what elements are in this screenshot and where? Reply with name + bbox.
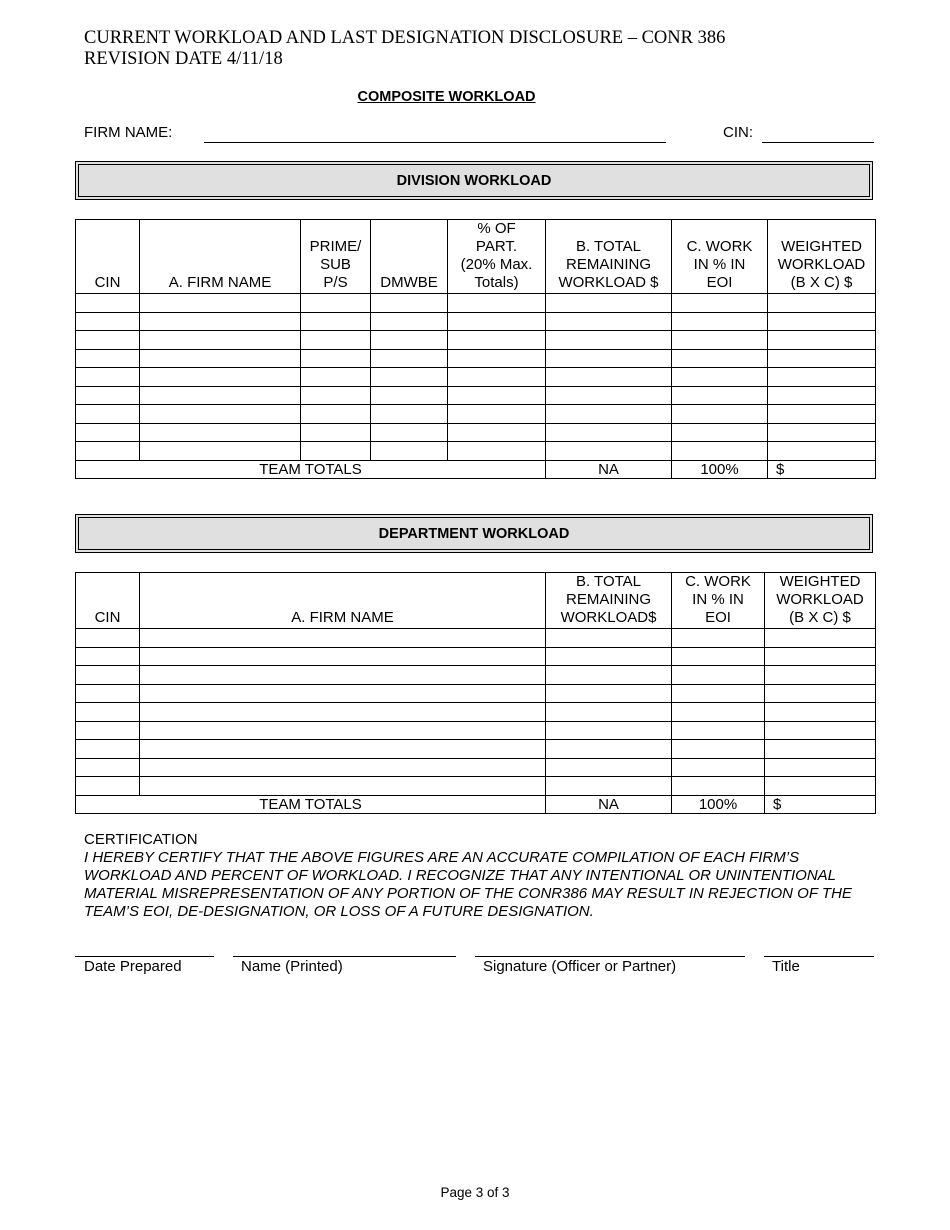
table-row xyxy=(76,294,876,313)
table-cell[interactable] xyxy=(76,294,140,313)
table-row xyxy=(76,684,876,703)
table-cell[interactable] xyxy=(672,758,765,777)
table-cell[interactable] xyxy=(140,349,301,368)
table-cell[interactable] xyxy=(76,368,140,387)
table-cell[interactable] xyxy=(301,349,371,368)
table-cell[interactable] xyxy=(546,647,672,666)
table-cell[interactable] xyxy=(301,294,371,313)
table-cell[interactable] xyxy=(765,629,876,648)
signature-label: Signature (Officer or Partner) xyxy=(483,958,677,975)
col-header xyxy=(672,220,768,294)
col-header-label: C. WORK IN % IN EOI xyxy=(686,238,753,291)
table-row xyxy=(76,647,876,666)
department-workload-banner xyxy=(75,514,873,553)
table-cell[interactable] xyxy=(768,423,876,442)
col-header xyxy=(301,220,371,294)
col-header-label: A. FIRM NAME xyxy=(291,609,394,626)
table-cell[interactable] xyxy=(765,777,876,796)
table-cell[interactable] xyxy=(371,368,448,387)
form-header xyxy=(84,28,725,70)
totals-remaining: NA xyxy=(546,795,672,814)
col-header xyxy=(765,573,876,629)
table-row xyxy=(76,666,876,685)
table-cell[interactable] xyxy=(76,777,140,796)
table-cell[interactable] xyxy=(448,386,546,405)
table-cell[interactable] xyxy=(672,423,768,442)
table-cell[interactable] xyxy=(76,740,140,759)
table-cell[interactable] xyxy=(140,758,546,777)
table-cell[interactable] xyxy=(546,703,672,722)
certification-section xyxy=(84,831,884,921)
division-workload-title: DIVISION WORKLOAD xyxy=(396,172,552,189)
col-header-label: WEIGHTED WORKLOAD (B X C) $ xyxy=(777,238,866,291)
table-cell[interactable] xyxy=(140,740,546,759)
composite-workload-title: COMPOSITE WORKLOAD xyxy=(357,89,536,105)
name-printed-line[interactable] xyxy=(233,956,456,957)
table-row xyxy=(76,740,876,759)
table-cell[interactable] xyxy=(140,368,301,387)
table-cell[interactable] xyxy=(546,442,672,461)
col-header-label: A. FIRM NAME xyxy=(168,274,272,291)
table-row xyxy=(76,721,876,740)
division-header-row xyxy=(76,220,876,294)
table-cell[interactable] xyxy=(672,740,765,759)
table-cell[interactable] xyxy=(140,294,301,313)
table-cell[interactable] xyxy=(546,368,672,387)
team-totals-label: TEAM TOTALS xyxy=(76,460,546,479)
table-cell[interactable] xyxy=(546,777,672,796)
table-cell[interactable] xyxy=(765,647,876,666)
table-cell[interactable] xyxy=(140,721,546,740)
col-header-label: C. WORK IN % IN EOI xyxy=(685,573,751,626)
table-cell[interactable] xyxy=(768,368,876,387)
table-cell[interactable] xyxy=(672,703,765,722)
table-cell[interactable] xyxy=(672,684,765,703)
table-row xyxy=(76,386,876,405)
table-row xyxy=(76,312,876,331)
table-cell[interactable] xyxy=(768,331,876,350)
table-cell[interactable] xyxy=(672,721,765,740)
col-header-label: % OF PART. (20% Max. Totals) xyxy=(460,220,533,291)
table-cell[interactable] xyxy=(301,423,371,442)
table-cell[interactable] xyxy=(448,331,546,350)
table-cell[interactable] xyxy=(768,349,876,368)
table-cell[interactable] xyxy=(76,647,140,666)
table-row xyxy=(76,703,876,722)
col-header-label: B. TOTAL REMAINING WORKLOAD $ xyxy=(558,238,659,291)
table-cell[interactable] xyxy=(76,423,140,442)
department-workload-table xyxy=(75,572,876,814)
team-totals-label: TEAM TOTALS xyxy=(76,795,546,814)
table-cell[interactable] xyxy=(140,703,546,722)
table-cell[interactable] xyxy=(76,331,140,350)
table-cell[interactable] xyxy=(768,294,876,313)
table-cell[interactable] xyxy=(672,405,768,424)
table-cell[interactable] xyxy=(140,312,301,331)
table-cell[interactable] xyxy=(76,721,140,740)
table-cell[interactable] xyxy=(546,684,672,703)
table-cell[interactable] xyxy=(371,386,448,405)
totals-remaining: NA xyxy=(546,460,672,479)
table-cell[interactable] xyxy=(301,386,371,405)
cin-field[interactable] xyxy=(762,142,874,143)
table-row xyxy=(76,423,876,442)
table-cell[interactable] xyxy=(371,312,448,331)
table-cell[interactable] xyxy=(768,442,876,461)
col-header xyxy=(371,220,448,294)
table-cell[interactable] xyxy=(371,331,448,350)
table-cell[interactable] xyxy=(76,666,140,685)
table-cell[interactable] xyxy=(140,386,301,405)
department-workload-title: DEPARTMENT WORKLOAD xyxy=(378,525,570,542)
table-cell[interactable] xyxy=(765,758,876,777)
table-cell[interactable] xyxy=(546,349,672,368)
table-cell[interactable] xyxy=(672,294,768,313)
table-cell[interactable] xyxy=(546,758,672,777)
table-cell[interactable] xyxy=(301,442,371,461)
col-header-label: CIN xyxy=(94,274,121,291)
table-cell[interactable] xyxy=(546,666,672,685)
col-header xyxy=(546,220,672,294)
table-cell[interactable] xyxy=(371,442,448,461)
table-cell[interactable] xyxy=(371,349,448,368)
table-cell[interactable] xyxy=(672,349,768,368)
col-header xyxy=(768,220,876,294)
table-cell[interactable] xyxy=(140,647,546,666)
col-header xyxy=(76,220,140,294)
table-row xyxy=(76,368,876,387)
col-header xyxy=(546,573,672,629)
page-number: Page 3 of 3 xyxy=(440,1185,510,1200)
table-row xyxy=(76,442,876,461)
table-cell[interactable] xyxy=(672,777,765,796)
table-cell[interactable] xyxy=(140,331,301,350)
totals-weighted[interactable]: $ xyxy=(768,460,876,479)
table-cell[interactable] xyxy=(768,405,876,424)
table-cell[interactable] xyxy=(140,629,546,648)
table-cell[interactable] xyxy=(448,423,546,442)
table-cell[interactable] xyxy=(546,294,672,313)
table-cell[interactable] xyxy=(546,629,672,648)
table-cell[interactable] xyxy=(76,758,140,777)
firm-name-field[interactable] xyxy=(204,142,666,143)
table-cell[interactable] xyxy=(371,423,448,442)
col-header-label: WEIGHTED WORKLOAD (B X C) $ xyxy=(776,573,864,626)
table-cell[interactable] xyxy=(76,703,140,722)
table-cell[interactable] xyxy=(371,405,448,424)
totals-percent: 100% xyxy=(672,460,768,479)
table-row xyxy=(76,349,876,368)
table-cell[interactable] xyxy=(76,684,140,703)
table-cell[interactable] xyxy=(546,386,672,405)
col-header-label: PRIME/ SUB P/S xyxy=(309,238,362,291)
table-cell[interactable] xyxy=(371,294,448,313)
table-cell[interactable] xyxy=(672,666,765,685)
table-row xyxy=(76,405,876,424)
table-cell[interactable] xyxy=(140,666,546,685)
cin-label: CIN: xyxy=(723,124,753,141)
division-workload-banner xyxy=(75,161,873,200)
division-workload-table xyxy=(75,219,876,479)
table-cell[interactable] xyxy=(765,740,876,759)
table-cell[interactable] xyxy=(672,442,768,461)
table-cell[interactable] xyxy=(672,331,768,350)
table-cell[interactable] xyxy=(140,405,301,424)
totals-percent: 100% xyxy=(672,795,765,814)
table-cell[interactable] xyxy=(672,312,768,331)
department-header-row xyxy=(76,573,876,629)
revision-date: REVISION DATE 4/11/18 xyxy=(84,49,283,69)
table-row xyxy=(76,777,876,796)
table-cell[interactable] xyxy=(301,368,371,387)
title-label: Title xyxy=(772,958,800,975)
totals-weighted[interactable]: $ xyxy=(765,795,876,814)
table-cell[interactable] xyxy=(448,405,546,424)
col-header xyxy=(672,573,765,629)
firm-name-label: FIRM NAME: xyxy=(84,124,173,141)
table-cell[interactable] xyxy=(448,294,546,313)
col-header-label: DMWBE xyxy=(380,274,438,291)
col-header xyxy=(76,573,140,629)
table-cell[interactable] xyxy=(765,703,876,722)
table-row xyxy=(76,758,876,777)
table-cell[interactable] xyxy=(546,312,672,331)
table-cell[interactable] xyxy=(765,666,876,685)
certification-heading: CERTIFICATION xyxy=(84,831,198,848)
col-header-label: CIN xyxy=(94,609,121,626)
table-cell[interactable] xyxy=(140,777,546,796)
table-cell[interactable] xyxy=(672,647,765,666)
table-cell[interactable] xyxy=(140,423,301,442)
table-cell[interactable] xyxy=(546,331,672,350)
table-cell[interactable] xyxy=(672,386,768,405)
table-cell[interactable] xyxy=(76,405,140,424)
division-totals-row xyxy=(76,460,876,479)
table-cell[interactable] xyxy=(301,312,371,331)
department-totals-row xyxy=(76,795,876,814)
table-cell[interactable] xyxy=(765,721,876,740)
date-prepared-label: Date Prepared xyxy=(84,958,182,975)
table-cell[interactable] xyxy=(672,368,768,387)
table-cell[interactable] xyxy=(546,405,672,424)
table-cell[interactable] xyxy=(76,312,140,331)
table-cell[interactable] xyxy=(768,386,876,405)
name-printed-label: Name (Printed) xyxy=(241,958,343,975)
signature-line[interactable] xyxy=(475,956,745,957)
table-cell[interactable] xyxy=(76,349,140,368)
table-row xyxy=(76,331,876,350)
table-cell[interactable] xyxy=(301,405,371,424)
table-cell[interactable] xyxy=(765,684,876,703)
table-row xyxy=(76,629,876,648)
date-prepared-line[interactable] xyxy=(75,956,214,957)
table-cell[interactable] xyxy=(76,442,140,461)
col-header-label: B. TOTAL REMAINING WORKLOAD$ xyxy=(560,573,657,626)
form-title: CURRENT WORKLOAD AND LAST DESIGNATION DISCLOSURE – CONR 386 xyxy=(84,28,726,48)
table-cell[interactable] xyxy=(76,386,140,405)
table-cell[interactable] xyxy=(546,740,672,759)
table-cell[interactable] xyxy=(301,331,371,350)
table-cell[interactable] xyxy=(140,442,301,461)
col-header xyxy=(448,220,546,294)
table-cell[interactable] xyxy=(546,423,672,442)
col-header xyxy=(140,573,546,629)
col-header xyxy=(140,220,301,294)
table-cell[interactable] xyxy=(448,349,546,368)
title-line[interactable] xyxy=(764,956,874,957)
table-cell[interactable] xyxy=(546,721,672,740)
table-cell[interactable] xyxy=(672,629,765,648)
table-cell[interactable] xyxy=(768,312,876,331)
certification-statement: I HEREBY CERTIFY THAT THE ABOVE FIGURES ARE AN ACCURATE COMPILATION OF EACH FIRM’S WORKLOAD AND PERCENT OF WORKLOAD. I RECOGNIZE THAT ANY INTENTIONAL OR UNINTENTIONAL MATERIAL MISREPRESENTATION OF ANY PORTION OF THE CONR386 MAY RESULT IN REJECTION OF THE TEAM’S EOI, DE-DESIGNATION, OR LOSS OF A FUTURE DESIGNATION. xyxy=(84,849,852,920)
table-cell[interactable] xyxy=(140,684,546,703)
table-cell[interactable] xyxy=(76,629,140,648)
table-cell[interactable] xyxy=(448,368,546,387)
table-cell[interactable] xyxy=(448,312,546,331)
table-cell[interactable] xyxy=(448,442,546,461)
